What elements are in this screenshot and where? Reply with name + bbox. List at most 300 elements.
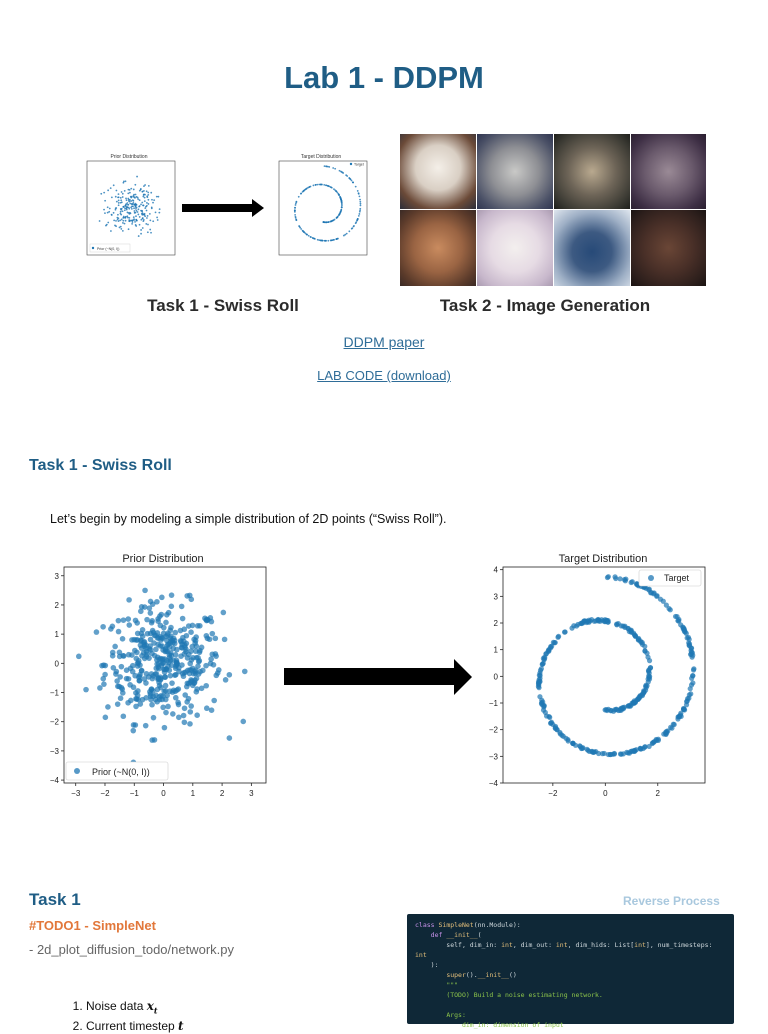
prior-point — [211, 698, 217, 704]
small-target-point — [352, 182, 354, 184]
prior-point — [222, 637, 228, 643]
prior-point — [221, 610, 227, 616]
target-point — [571, 623, 576, 628]
small-prior-point — [125, 205, 127, 207]
target-point — [620, 705, 625, 710]
target-point — [647, 674, 652, 679]
small-target-point — [334, 189, 336, 191]
dark-cat-image — [631, 210, 706, 286]
small-prior-point — [133, 216, 135, 218]
task1-heading: Task 1 — [29, 890, 81, 909]
prior-point — [132, 648, 138, 654]
target-point — [536, 680, 541, 685]
prior-point — [149, 702, 155, 708]
prior-legend — [66, 762, 168, 780]
small-prior-point — [120, 197, 122, 199]
prior-point — [168, 673, 174, 679]
small-prior-point — [148, 203, 150, 205]
prior-point — [148, 599, 154, 605]
small-prior-point — [129, 192, 131, 194]
code-line: """ — [446, 981, 459, 989]
target-point — [684, 631, 689, 636]
small-prior-point — [130, 200, 132, 202]
prior-point — [147, 605, 153, 611]
small-target-legend: Target — [354, 162, 364, 167]
prior-point — [160, 705, 166, 711]
prior-point — [143, 646, 149, 652]
large-arrow-head — [454, 659, 472, 695]
small-target-point — [294, 214, 296, 216]
small-prior-point — [156, 196, 158, 198]
small-prior-point — [127, 204, 129, 206]
small-prior-point — [124, 209, 126, 211]
small-target-plot — [270, 150, 372, 265]
ddpm-paper-link[interactable]: DDPM paper — [343, 334, 425, 350]
small-prior-point — [131, 196, 133, 198]
small-target-point — [320, 240, 322, 242]
small-target-point — [323, 221, 325, 223]
prior-point — [162, 725, 168, 731]
small-prior-point — [113, 219, 115, 221]
prior-point — [242, 669, 248, 675]
target-point — [636, 637, 641, 642]
prior-point — [151, 715, 157, 721]
prior-point — [191, 637, 197, 643]
x-tick-label: −3 — [71, 789, 81, 798]
prior-point — [94, 629, 100, 635]
generated-image-grid — [400, 134, 706, 286]
small-prior-point — [135, 215, 137, 217]
prior-point — [115, 701, 121, 707]
small-prior-point — [141, 214, 143, 216]
prior-point — [149, 618, 155, 624]
small-prior-point — [142, 205, 144, 207]
small-prior-point — [115, 220, 117, 222]
prior-point — [133, 704, 139, 710]
prior-point — [180, 671, 186, 677]
small-target-point — [327, 240, 329, 242]
small-prior-point — [107, 212, 109, 214]
prior-point — [158, 693, 164, 699]
prior-point — [112, 644, 118, 650]
small-prior-point — [103, 209, 105, 211]
small-prior-point — [147, 199, 149, 201]
small-prior-point — [120, 228, 122, 230]
small-target-point — [294, 209, 296, 211]
small-prior-point — [115, 225, 117, 227]
y-tick-label: −1 — [488, 699, 498, 708]
task2-caption: Task 2 - Image Generation — [439, 296, 651, 315]
small-prior-point — [141, 202, 143, 204]
small-prior-point — [146, 190, 148, 192]
target-point — [595, 618, 600, 623]
small-prior-point — [147, 192, 149, 194]
target-point — [566, 738, 571, 743]
small-target-point — [357, 190, 359, 192]
prior-point — [207, 636, 213, 642]
target-point — [687, 643, 692, 648]
prior-point — [171, 636, 177, 642]
prior-point — [160, 647, 166, 653]
target-point — [589, 749, 594, 754]
small-target-point — [300, 193, 302, 195]
target-point — [689, 676, 694, 681]
small-prior-point — [140, 233, 142, 235]
prior-point — [163, 620, 169, 626]
prior-point — [114, 678, 120, 684]
small-prior-point — [123, 206, 125, 208]
small-prior-point — [149, 213, 151, 215]
target-point — [666, 606, 671, 611]
small-target-point — [359, 208, 361, 210]
prior-point — [197, 648, 203, 654]
prior-point — [170, 689, 176, 695]
prior-point — [192, 680, 198, 686]
prior-point — [174, 647, 180, 653]
small-target-point — [324, 165, 326, 167]
x-tick-label: 0 — [603, 789, 608, 798]
target-point — [588, 618, 593, 623]
small-target-point — [318, 239, 320, 241]
small-target-point — [358, 215, 360, 217]
x-tick-label: 2 — [219, 789, 225, 798]
prior-point — [102, 672, 108, 678]
small-target-point — [317, 239, 319, 241]
small-prior-point — [146, 196, 148, 198]
prior-point — [188, 597, 194, 603]
small-target-point — [355, 221, 357, 223]
orange-cat-image — [400, 210, 476, 286]
target-point — [644, 683, 649, 688]
small-prior-point — [131, 203, 133, 205]
dog-image — [400, 134, 476, 209]
target-point — [542, 656, 547, 661]
reverse-process-label: Reverse Process — [623, 894, 720, 908]
small-prior-point — [149, 219, 151, 221]
prior-point — [176, 686, 182, 692]
small-prior-point — [119, 219, 121, 221]
target-point — [648, 665, 653, 670]
todo1-label: #TODO1 - SimpleNet — [29, 918, 156, 933]
small-prior-point — [142, 212, 144, 214]
prior-point — [120, 690, 126, 696]
target-point — [630, 749, 635, 754]
lab-code-download-link[interactable]: LAB CODE (download) — [317, 368, 451, 383]
small-prior-point — [132, 200, 134, 202]
prior-point — [195, 623, 201, 629]
small-prior-point — [133, 207, 135, 209]
prior-point — [135, 697, 141, 703]
task1-input-list — [66, 998, 184, 1034]
small-prior-point — [111, 214, 113, 216]
small-target-point — [295, 217, 297, 219]
small-prior-plot — [78, 150, 180, 265]
target-legend — [639, 570, 701, 586]
small-target-point — [295, 204, 297, 206]
small-prior-point — [150, 232, 152, 234]
target-point — [626, 704, 631, 709]
small-target-point — [315, 184, 317, 186]
x-tick-label: −2 — [548, 789, 558, 798]
small-prior-point — [133, 189, 135, 191]
prior-point — [155, 618, 161, 624]
code-line: def __init__( — [430, 931, 482, 939]
target-point — [606, 619, 611, 624]
target-point — [604, 707, 609, 712]
small-target-point — [337, 193, 339, 195]
prior-point — [133, 618, 139, 624]
prior-point — [163, 683, 169, 689]
small-prior-point — [152, 202, 154, 204]
prior-point — [167, 652, 173, 658]
target-point — [536, 685, 541, 690]
small-prior-point — [127, 198, 129, 200]
small-prior-point — [115, 209, 117, 211]
list-item-text: Noise data — [86, 999, 147, 1013]
small-prior-point — [140, 188, 142, 190]
target-point — [678, 622, 683, 627]
small-prior-point — [139, 199, 141, 201]
small-prior-point — [135, 224, 137, 226]
small-prior-point — [107, 222, 109, 224]
target-point — [674, 614, 679, 619]
small-prior-point — [147, 194, 149, 196]
prior-point — [100, 624, 106, 630]
target-point — [663, 731, 668, 736]
tabby-cat-image — [554, 134, 630, 209]
small-target-point — [355, 186, 357, 188]
target-point — [647, 658, 652, 663]
small-prior-point — [155, 212, 157, 214]
prior-point — [170, 657, 176, 663]
file-path: - 2d_plot_diffusion_todo/network.py — [29, 942, 235, 957]
target-point — [652, 739, 657, 744]
prior-point — [133, 722, 139, 728]
prior-point — [169, 604, 175, 610]
small-prior-point — [148, 185, 150, 187]
prior-point — [148, 610, 154, 616]
prior-point — [209, 707, 215, 713]
prior-point — [121, 713, 127, 719]
small-target-point — [320, 184, 322, 186]
prior-point — [162, 667, 168, 673]
small-prior-point — [127, 192, 129, 194]
small-target-point — [332, 167, 334, 169]
small-prior-point — [138, 235, 140, 237]
small-prior-point — [108, 211, 110, 213]
prior-point — [133, 690, 139, 696]
snow-leopard-image — [477, 134, 553, 209]
prior-point — [119, 685, 125, 691]
small-prior-point — [125, 208, 127, 210]
small-prior-point — [141, 211, 143, 213]
small-prior-point — [137, 197, 139, 199]
code-line: ): — [415, 961, 439, 969]
y-tick-label: 0 — [54, 659, 59, 669]
prior-point — [116, 618, 122, 624]
small-prior-point — [133, 195, 135, 197]
prior-point — [162, 674, 168, 680]
small-prior-point — [147, 231, 149, 233]
small-prior-point — [136, 204, 138, 206]
target-point — [629, 629, 634, 634]
prior-point — [126, 676, 132, 682]
prior-point — [139, 668, 145, 674]
small-prior-point — [107, 206, 109, 208]
small-prior-point — [146, 210, 148, 212]
target-point — [623, 578, 628, 583]
prior-point — [163, 710, 169, 716]
small-prior-point — [146, 205, 148, 207]
prior-point — [208, 615, 214, 621]
target-point — [691, 666, 696, 671]
small-prior-point — [111, 196, 113, 198]
prior-point — [99, 663, 105, 669]
small-prior-point — [144, 207, 146, 209]
small-prior-point — [129, 201, 131, 203]
small-target-point — [326, 166, 328, 168]
prior-point — [142, 588, 148, 594]
prior-point — [182, 719, 188, 725]
prior-point — [138, 642, 144, 648]
prior-point — [208, 656, 214, 662]
small-prior-title: Prior Distribution — [110, 154, 148, 160]
prior-point — [187, 661, 193, 667]
small-prior-point — [157, 196, 159, 198]
prior-point — [117, 650, 123, 656]
small-prior-point — [132, 202, 134, 204]
small-prior-point — [105, 225, 107, 227]
y-tick-label: 3 — [493, 592, 498, 602]
white-fox-image — [477, 210, 553, 286]
small-prior-point — [158, 212, 160, 214]
small-prior-point — [115, 196, 117, 198]
small-prior-point — [129, 213, 131, 215]
prior-point — [128, 698, 134, 704]
small-prior-point — [136, 176, 138, 178]
prior-point — [181, 626, 187, 632]
target-point — [689, 682, 694, 687]
small-arrow-shaft — [182, 204, 252, 212]
prior-point — [119, 664, 125, 670]
target-point — [608, 752, 613, 757]
prior-point — [223, 677, 229, 683]
target-point — [539, 666, 544, 671]
small-prior-point — [142, 227, 144, 229]
x-tick-label: −2 — [100, 789, 110, 798]
small-target-point — [308, 235, 310, 237]
small-prior-point — [147, 224, 149, 226]
small-prior-point — [151, 199, 153, 201]
small-prior-point — [153, 199, 155, 201]
small-prior-point — [134, 197, 136, 199]
prior-point — [186, 696, 192, 702]
target-point — [561, 734, 566, 739]
prior-point — [154, 699, 160, 705]
y-tick-label: −3 — [49, 746, 59, 756]
small-target-point — [358, 192, 360, 194]
x-tick-label: 2 — [655, 789, 661, 798]
small-target-point — [312, 237, 314, 239]
code-line: (TODO) Build a noise estimating network. — [446, 991, 603, 999]
target-point — [616, 621, 621, 626]
prior-point — [181, 713, 187, 719]
prior-chart-title: Prior Distribution — [122, 553, 204, 565]
small-target-point — [341, 206, 343, 208]
prior-point — [176, 665, 182, 671]
small-target-title: Target Distribution — [300, 154, 342, 160]
small-prior-point — [118, 193, 120, 195]
small-target-point — [306, 188, 308, 190]
small-prior-point — [131, 208, 133, 210]
list-item: 1. Noise data $x_t$ — [86, 998, 184, 1018]
code-line: self, dim_in: int, dim_out: int, dim_hids: List[int], num_timesteps: int — [415, 941, 713, 959]
prior-point — [169, 680, 175, 686]
target-point — [649, 590, 654, 595]
prior-point — [159, 595, 165, 601]
small-prior-point — [159, 208, 161, 210]
prior-point — [180, 616, 186, 622]
target-point — [619, 752, 624, 757]
prior-point — [163, 697, 169, 703]
small-target-point — [304, 189, 306, 191]
y-tick-label: −4 — [49, 776, 59, 786]
y-tick-label: −2 — [49, 717, 59, 727]
list-item-text: Current timestep — [86, 1019, 179, 1034]
prior-point — [149, 686, 155, 692]
prior-point — [137, 674, 143, 680]
small-target-point — [328, 166, 330, 168]
target-point — [678, 712, 683, 717]
small-prior-point — [140, 219, 142, 221]
list-item: 2. Current timestep t — [86, 1018, 184, 1034]
small-target-point — [325, 240, 327, 242]
small-prior-point — [138, 208, 140, 210]
small-target-point — [359, 199, 361, 201]
prior-point — [169, 592, 175, 598]
small-prior-point — [131, 219, 133, 221]
prior-point — [240, 719, 246, 725]
target-point — [612, 574, 617, 579]
small-target-point — [340, 209, 342, 211]
small-prior-point — [122, 193, 124, 195]
prior-point — [172, 630, 178, 636]
small-prior-point — [134, 221, 136, 223]
small-target-point — [339, 213, 341, 215]
section-heading-task1: Task 1 - Swiss Roll — [29, 457, 172, 474]
small-target-point — [328, 185, 330, 187]
small-prior-point — [142, 217, 144, 219]
prior-point — [131, 637, 137, 643]
small-prior-point — [122, 222, 124, 224]
small-prior-point — [144, 197, 146, 199]
target-point — [606, 574, 611, 579]
small-target-point — [304, 232, 306, 234]
small-prior-point — [124, 223, 126, 225]
target-point — [635, 697, 640, 702]
prior-point — [135, 631, 141, 637]
prior-point — [154, 599, 160, 605]
y-tick-label: 1 — [493, 645, 498, 655]
small-prior-point — [99, 220, 101, 222]
small-prior-legend: Prior (~N(0, I)) — [97, 247, 120, 251]
small-target-point — [341, 201, 343, 203]
prior-point — [110, 623, 116, 629]
prior-point — [184, 684, 190, 690]
target-point — [540, 662, 545, 667]
small-prior-point — [113, 184, 115, 186]
prior-point — [142, 676, 148, 682]
